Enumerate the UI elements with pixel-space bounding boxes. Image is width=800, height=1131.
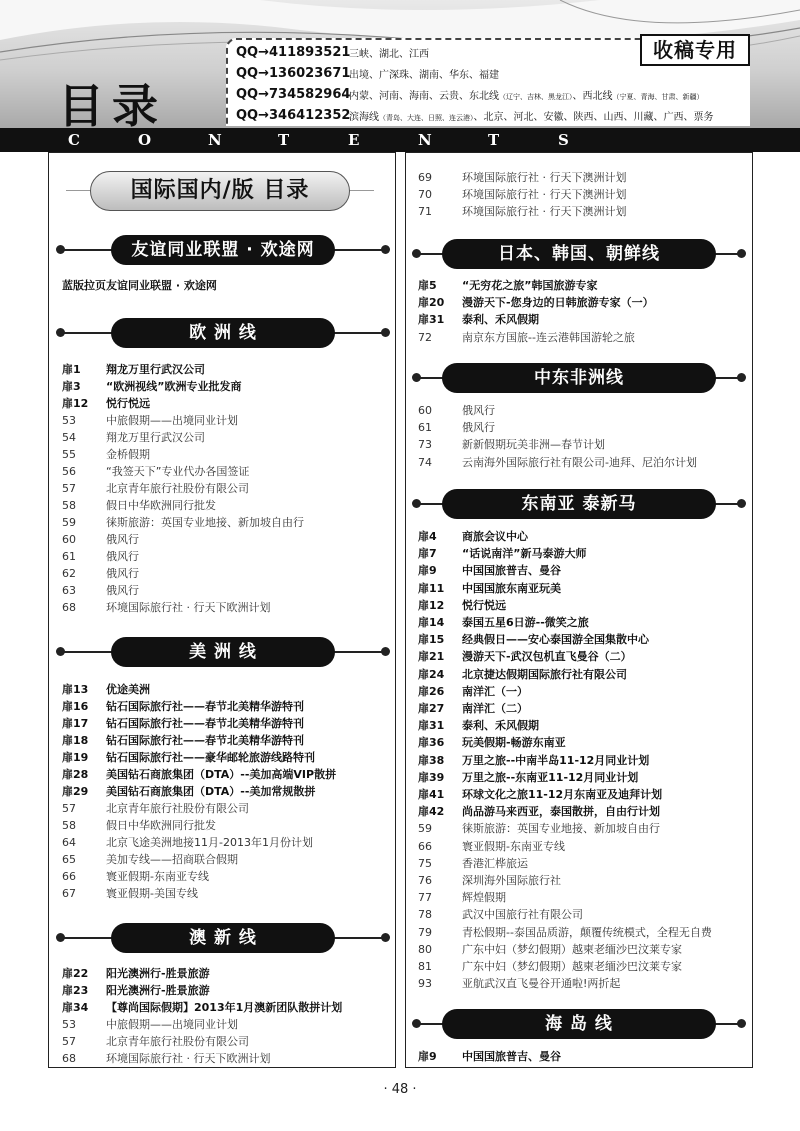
page-ref: 扉24	[418, 667, 445, 681]
page-ref: 54	[62, 431, 76, 444]
page-ref: 扉31	[418, 313, 445, 327]
page-ref: 61	[418, 421, 432, 435]
qq-row	[236, 63, 499, 83]
bullet-dot-icon	[412, 249, 421, 258]
entry-title: 新新假期玩美非洲—春节计划	[462, 438, 605, 452]
list-item[interactable]	[418, 631, 748, 648]
page-ref: 69	[418, 171, 432, 184]
list-item[interactable]	[62, 800, 392, 817]
entry-title: 漫游天下-武汉包机直飞曼谷（二）	[462, 650, 632, 664]
list-item[interactable]	[62, 463, 392, 480]
qq-region: 出境、广深珠、湖南、华东、福建	[349, 69, 499, 81]
list-item[interactable]	[62, 446, 392, 463]
page-ref: 扉21	[418, 650, 445, 664]
list-item[interactable]	[62, 412, 392, 429]
entry-title: 北京青年旅行社股份有限公司	[106, 482, 249, 495]
list-item[interactable]	[62, 361, 392, 378]
contents-letter: T	[488, 131, 500, 149]
page-ref: 扉36	[418, 736, 445, 750]
page-ref: 76	[418, 874, 432, 887]
page-ref: 扉18	[62, 734, 89, 747]
entry-title: 中旅假期——出境同业计划	[106, 1018, 238, 1031]
page-ref: 64	[62, 836, 76, 849]
main-title: 国际国内/版 目录	[90, 171, 350, 211]
entry-title: 南京东方国旅--连云港韩国游轮之旅	[462, 330, 635, 344]
contents-letter: E	[348, 131, 360, 149]
entry-title: 南洋汇（一）	[462, 684, 528, 698]
submission-stamp: 收稿专用	[640, 34, 750, 66]
list-item[interactable]	[62, 1016, 392, 1033]
entry-title: 徕斯旅游：英国专业地接、新加坡自由行	[462, 822, 660, 836]
entry-title: 亚航武汉直飞曼谷开通啦!两折起	[462, 977, 621, 991]
list-item[interactable]	[418, 683, 748, 700]
qq-region: 内蒙、河南、海南、云贵、东北线（辽宁、吉林、黑龙江）、西北线（宁夏、青海、甘肃、新疆）	[349, 90, 704, 102]
list-item[interactable]	[418, 924, 748, 941]
contents-letter: T	[278, 131, 290, 149]
page-ref: 蓝版拉页	[62, 279, 106, 292]
list-item[interactable]	[418, 889, 748, 906]
bullet-dot-icon	[381, 933, 390, 942]
entry-title: 悦行悦远	[106, 397, 150, 410]
page-ref: 扉31	[418, 719, 445, 733]
list-item[interactable]	[62, 599, 392, 616]
list-item[interactable]	[62, 766, 392, 783]
page-ref: 53	[62, 1018, 76, 1031]
list-item[interactable]	[62, 565, 392, 582]
entry-title: 北京捷达假期国际旅行社有限公司	[462, 667, 627, 681]
page-ref: 扉7	[418, 547, 437, 561]
page-ref: 扉26	[418, 684, 445, 698]
list-item[interactable]	[418, 1048, 748, 1065]
entry-title: “话说南洋”新马泰游大师	[462, 547, 587, 561]
qq-row	[236, 42, 429, 62]
section-title: 欧 洲 线	[111, 318, 335, 348]
list-item[interactable]	[418, 872, 748, 889]
entry-title: 寰亚假期-东南亚专线	[462, 839, 565, 853]
section-title: 友谊同业联盟 · 欢途网	[111, 235, 335, 265]
page-ref: 60	[418, 404, 432, 417]
bullet-dot-icon	[737, 249, 746, 258]
page-ref: 58	[62, 819, 76, 832]
entry-title: 金桥假期	[106, 448, 150, 461]
section-title: 中东非洲线	[442, 363, 716, 393]
entry-title: 泰利、禾风假期	[462, 719, 539, 733]
page-ref: 扉34	[62, 1001, 89, 1014]
bullet-dot-icon	[56, 933, 65, 942]
page-ref: 扉38	[418, 753, 445, 767]
list-item[interactable]	[62, 277, 392, 294]
entry-title: 钻石国际旅行社——春节北美精华游特刊	[106, 700, 304, 713]
page-ref: 57	[62, 1035, 76, 1048]
list-item[interactable]	[62, 999, 392, 1016]
page-ref: 扉4	[418, 530, 437, 543]
entry-title: 钻石国际旅行社——春节北美精华游特刊	[106, 734, 304, 747]
list-item[interactable]	[62, 698, 392, 715]
entry-title: 俄风行	[462, 404, 495, 417]
page-title: 目录	[58, 79, 166, 128]
bullet-dot-icon	[381, 245, 390, 254]
list-item[interactable]	[418, 906, 748, 923]
contents-letter: S	[558, 131, 569, 149]
list-item[interactable]	[418, 545, 748, 562]
entry-title: 环境国际旅行社 · 行天下澳洲计划	[462, 188, 627, 201]
entry-title: 俄风行	[106, 533, 139, 546]
contents-letter: O	[138, 131, 152, 149]
list-item[interactable]	[418, 419, 748, 436]
entry-title: 寰亚假期-美国专线	[106, 887, 198, 900]
page-ref: 扉1	[62, 363, 81, 376]
bullet-dot-icon	[737, 1019, 746, 1028]
page-ref: 63	[62, 584, 76, 597]
entry-title: 中国国旅东南亚玩美	[462, 581, 561, 595]
entry-title: 环境国际旅行社 · 行天下欧洲计划	[106, 601, 271, 614]
list-item[interactable]	[418, 666, 748, 683]
contents-letter: N	[208, 131, 222, 149]
page-ref: 59	[62, 516, 76, 529]
page-ref: 扉17	[62, 717, 89, 730]
entry-title: “无穷花之旅”韩国旅游专家	[462, 279, 598, 292]
entry-title: 俄风行	[462, 421, 495, 435]
entry-title: 翔龙万里行武汉公司	[106, 363, 205, 376]
page-ref: 扉42	[418, 805, 445, 819]
page-ref: 扉9	[418, 564, 437, 578]
page-ref: 77	[418, 891, 432, 905]
section-title: 美 洲 线	[111, 637, 335, 667]
list-item[interactable]	[418, 838, 748, 855]
entry-title: 云南海外国际旅行社有限公司-迪拜、尼泊尔计划	[462, 455, 697, 469]
page-ref: 扉13	[62, 683, 89, 696]
page-ref: 79	[418, 925, 432, 939]
list-item[interactable]	[418, 311, 748, 328]
entry-title: 中旅假期——出境同业计划	[106, 414, 238, 427]
page-ref: 扉27	[418, 702, 445, 715]
page-ref: 扉20	[418, 296, 445, 310]
list-item[interactable]	[62, 783, 392, 800]
list-item[interactable]	[418, 329, 748, 346]
qq-region: 三峡、湖北、江西	[349, 48, 429, 60]
entry-title: 美国钻石商旅集团（DTA）--美加高端VIP散拼	[106, 768, 337, 781]
page-ref: 68	[62, 1052, 76, 1065]
page-ref: 58	[62, 499, 76, 512]
section-title: 澳 新 线	[111, 923, 335, 953]
list-item[interactable]	[62, 497, 392, 514]
page-ref: 扉41	[418, 788, 445, 801]
entry-title: 阳光澳洲行-胜景旅游	[106, 984, 210, 997]
bullet-dot-icon	[56, 328, 65, 337]
page-ref: 65	[62, 853, 76, 866]
section-title: 东南亚 泰新马	[442, 489, 716, 519]
bullet-dot-icon	[737, 373, 746, 382]
header-band	[0, 0, 800, 128]
qq-number[interactable]: QQ→411893521	[236, 44, 351, 60]
entry-title: 南洋汇（二）	[462, 702, 528, 715]
entry-title: 俄风行	[106, 567, 139, 580]
list-item[interactable]	[418, 169, 748, 186]
page-ref: 扉22	[62, 967, 89, 980]
entry-title: 优途美洲	[106, 683, 150, 696]
list-item[interactable]	[62, 851, 392, 868]
page-ref: 66	[62, 870, 76, 883]
list-item[interactable]	[418, 614, 748, 631]
section-header	[56, 923, 390, 953]
entry-title: 玩美假期-畅游东南亚	[462, 736, 566, 750]
list-item[interactable]	[62, 749, 392, 766]
contents-letter: N	[418, 131, 432, 149]
list-item[interactable]	[418, 203, 748, 220]
page-ref: 扉14	[418, 616, 445, 629]
contents-letter: C	[68, 131, 80, 149]
entry-title: “欧洲视线”欧洲专业批发商	[106, 380, 242, 393]
page-ref: 扉39	[418, 770, 445, 784]
section-title: 日本、韩国、朝鲜线	[442, 239, 716, 269]
list-item[interactable]	[418, 958, 748, 975]
entry-title: “我签天下”专业代办各国签证	[106, 465, 250, 478]
qq-row	[236, 84, 704, 104]
list-item[interactable]	[62, 817, 392, 834]
list-item[interactable]	[62, 531, 392, 548]
entry-title: 泰国五星6日游--微笑之旅	[462, 616, 589, 629]
entry-title: 深圳海外国际旅行社	[462, 874, 561, 887]
qq-number[interactable]: QQ→346412352	[236, 107, 351, 123]
qq-region: 滨海线（青岛、大连、日照、连云港）、北京、河北、安徽、陕西、山西、川藏、广西、票务	[349, 111, 714, 123]
page-ref: 55	[62, 448, 76, 461]
list-item[interactable]	[418, 277, 748, 294]
page-ref: 59	[418, 822, 432, 836]
page-ref: 60	[62, 533, 76, 546]
entry-title: 假日中华欧洲同行批发	[106, 499, 216, 512]
list-item[interactable]	[62, 885, 392, 902]
list-item[interactable]	[418, 402, 748, 419]
page-ref: 57	[62, 802, 76, 815]
entry-title: 广东中妇（梦幻假期）越柬老缅沙巴汶莱专家	[462, 960, 682, 973]
list-item[interactable]	[62, 982, 392, 999]
section-header	[412, 1009, 746, 1039]
qq-number[interactable]: QQ→734582964	[236, 86, 351, 102]
entry-title: 经典假日——安心泰国游全国集散中心	[462, 633, 649, 647]
bullet-dot-icon	[737, 499, 746, 508]
bullet-dot-icon	[381, 328, 390, 337]
qq-number[interactable]: QQ→136023671	[236, 65, 351, 81]
entry-title: 美加专线——招商联合假期	[106, 853, 238, 866]
page-ref: 53	[62, 414, 76, 427]
page-ref: 扉5	[418, 279, 437, 292]
qq-row	[236, 105, 714, 125]
page-ref: 扉11	[418, 581, 445, 595]
page-ref: 93	[418, 977, 432, 991]
section-header	[412, 239, 746, 269]
list-item[interactable]	[62, 582, 392, 599]
list-item[interactable]	[62, 834, 392, 851]
page-ref: 扉12	[62, 397, 89, 410]
entry-title: 广东中妇（梦幻假期）越柬老缅沙巴汶莱专家	[462, 942, 682, 956]
list-item[interactable]	[418, 597, 748, 614]
bullet-dot-icon	[412, 499, 421, 508]
page-ref: 81	[418, 960, 432, 973]
list-item[interactable]	[418, 855, 748, 872]
page-ref: 扉29	[62, 785, 89, 798]
page-ref: 68	[62, 601, 76, 614]
entry-title: 环境国际旅行社 · 行天下欧洲计划	[106, 1052, 271, 1065]
page-ref: 56	[62, 465, 76, 478]
list-item[interactable]	[418, 975, 748, 992]
bullet-dot-icon	[381, 647, 390, 656]
entry-title: 中国国旅普吉、曼谷	[462, 1050, 561, 1063]
list-item[interactable]	[62, 514, 392, 531]
page-ref: 78	[418, 908, 432, 922]
list-item[interactable]	[418, 562, 748, 579]
page-ref: 扉23	[62, 984, 89, 997]
page-ref: 57	[62, 482, 76, 495]
entry-title: 俄风行	[106, 584, 139, 597]
entry-title: 寰亚假期-东南亚专线	[106, 870, 209, 883]
list-item[interactable]	[62, 1033, 392, 1050]
entry-title: 【尊尚国际假期】2013年1月澳新团队散拼计划	[106, 1001, 343, 1014]
entry-title: 武汉中国旅行社有限公司	[462, 908, 583, 922]
list-item[interactable]	[62, 1050, 392, 1067]
list-item[interactable]	[62, 868, 392, 885]
page-ref: 扉3	[62, 380, 81, 393]
page-ref: 71	[418, 205, 432, 218]
entry-title: 钻石国际旅行社——春节北美精华游特刊	[106, 717, 304, 730]
list-item[interactable]	[62, 395, 392, 412]
entry-title: 友谊同业联盟 · 欢途网	[106, 279, 217, 292]
entry-title: 阳光澳洲行-胜景旅游	[106, 967, 210, 980]
list-item[interactable]	[418, 186, 748, 203]
bullet-dot-icon	[412, 1019, 421, 1028]
entry-title: 万里之旅--东南亚11-12月同业计划	[462, 770, 639, 784]
list-item[interactable]	[418, 436, 748, 453]
page-ref: 73	[418, 438, 432, 452]
list-item[interactable]	[62, 732, 392, 749]
list-item[interactable]	[62, 548, 392, 565]
entry-title: 环境国际旅行社 · 行天下澳洲计划	[462, 205, 627, 218]
list-item[interactable]	[418, 734, 748, 751]
section-header	[412, 363, 746, 393]
section-header	[56, 637, 390, 667]
page-ref: 75	[418, 856, 432, 870]
entry-title: 俄风行	[106, 550, 139, 563]
entry-title: 万里之旅--中南半岛11-12月同业计划	[462, 753, 650, 767]
list-item[interactable]	[418, 769, 748, 786]
page-number: · 48 ·	[383, 1082, 417, 1097]
page-ref: 66	[418, 839, 432, 853]
list-item[interactable]	[418, 941, 748, 958]
bullet-dot-icon	[56, 245, 65, 254]
entry-title: 北京飞途美洲地接11月-2013年1月份计划	[106, 836, 313, 849]
entry-title: 假日中华欧洲同行批发	[106, 819, 216, 832]
list-item[interactable]	[418, 752, 748, 769]
section-header	[56, 235, 390, 265]
contents-bar	[0, 128, 800, 152]
section-title: 海 岛 线	[442, 1009, 716, 1039]
page-ref: 扉28	[62, 768, 89, 781]
page-ref: 67	[62, 887, 76, 900]
page-ref: 扉9	[418, 1050, 437, 1063]
list-item[interactable]	[418, 700, 748, 717]
page-ref: 61	[62, 550, 76, 563]
list-item[interactable]	[62, 965, 392, 982]
list-item[interactable]	[62, 681, 392, 698]
entry-title: 辉煌假期	[462, 891, 506, 905]
page-ref: 80	[418, 942, 432, 956]
list-item[interactable]	[418, 717, 748, 734]
list-item[interactable]	[62, 480, 392, 497]
bullet-dot-icon	[56, 647, 65, 656]
bullet-dot-icon	[412, 373, 421, 382]
entry-title: 翔龙万里行武汉公司	[106, 431, 205, 444]
list-item[interactable]	[418, 294, 748, 311]
list-item[interactable]	[62, 429, 392, 446]
page-ref: 74	[418, 455, 432, 469]
entry-title: 中国国旅普吉、曼谷	[462, 564, 561, 578]
entry-title: 青松假期--泰国品质游，颠覆传统模式，全程无自费	[462, 925, 712, 939]
entry-title: 漫游天下-您身边的日韩旅游专家（一）	[462, 296, 654, 310]
page-ref: 72	[418, 330, 432, 344]
page-ref: 62	[62, 567, 76, 580]
section-header	[412, 489, 746, 519]
entry-title: 悦行悦远	[462, 598, 506, 612]
entry-title: 环球文化之旅11-12月东南亚及迪拜计划	[462, 788, 663, 801]
list-item[interactable]	[418, 803, 748, 820]
entry-title: 美国钻石商旅集团（DTA）--美加常规散拼	[106, 785, 316, 798]
page-ref: 扉19	[62, 751, 89, 764]
list-item[interactable]	[418, 648, 748, 665]
entry-title: 商旅会议中心	[462, 530, 528, 543]
list-item[interactable]	[62, 378, 392, 395]
page-ref: 扉12	[418, 598, 445, 612]
entry-title: 泰利、禾风假期	[462, 313, 539, 327]
list-item[interactable]	[418, 528, 748, 545]
entry-title: 环境国际旅行社 · 行天下澳洲计划	[462, 171, 627, 184]
entry-title: 北京青年旅行社股份有限公司	[106, 1035, 249, 1048]
entry-title: 北京青年旅行社股份有限公司	[106, 802, 249, 815]
entry-title: 尚品游马来西亚，泰国散拼，自由行计划	[462, 805, 660, 819]
entry-title: 香港汇桦旅运	[462, 856, 528, 870]
list-item[interactable]	[418, 454, 748, 471]
list-item[interactable]	[62, 715, 392, 732]
list-item[interactable]	[418, 786, 748, 803]
page-ref: 70	[418, 188, 432, 201]
entry-title: 徕斯旅游：英国专业地接、新加坡自由行	[106, 516, 304, 529]
page-ref: 扉16	[62, 700, 89, 713]
list-item[interactable]	[418, 820, 748, 837]
page-ref: 扉15	[418, 633, 445, 647]
entry-title: 钻石国际旅行社——豪华邮轮旅游线路特刊	[106, 751, 315, 764]
section-header	[56, 318, 390, 348]
list-item[interactable]	[418, 580, 748, 597]
